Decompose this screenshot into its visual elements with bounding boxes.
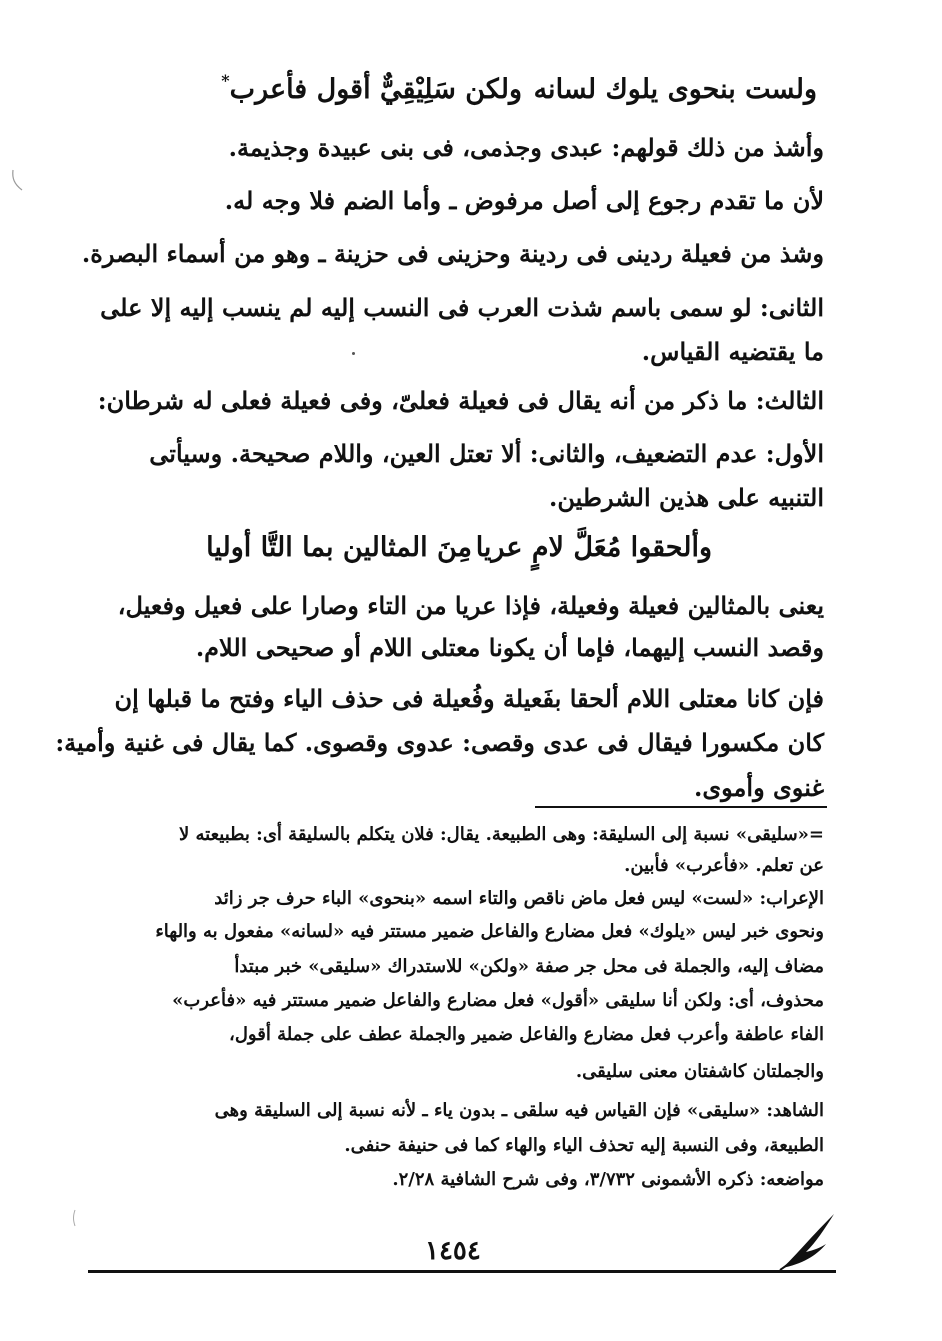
body-line: كان مكسورا فيقال فى عدى وقصى: عدوى وقصوى. كما يقال فى غنية وأمية:	[55, 728, 824, 757]
scan-mark-icon	[10, 168, 24, 192]
footnote-line: عن تعلم. «فأعرب» فأبين.	[624, 855, 824, 876]
verse-1-second-hemistich	[221, 71, 522, 105]
body-line: لأن ما تقدم رجوع إلى أصل مرفوض ـ وأما الضم فلا وجه له.	[224, 186, 824, 215]
footnote-line: الشاهد: «سليقى» فإن القياس فيه سلقى ـ بدون ياء ـ لأنه نسبة إلى السليقة وهى	[214, 1100, 824, 1121]
verse-1-first-hemistich: ولست بنحوى يلوك لسانه	[533, 74, 817, 105]
body-line: يعنى بالمثالين فعيلة وفعيلة، فإذا عريا من التاء وصارا على فعيل وفعيل،	[117, 591, 824, 620]
footnote-marker: *	[221, 71, 230, 90]
body-line: الأول: عدم التضعيف، والثانى: ألا تعتل العين، واللام صحيحة. وسيأتى	[149, 439, 824, 468]
footnote-line: محذوف، أى: ولكن أنا سليقى «أقول» فعل مضارع والفاعل ضمير مستتر فيه «فأعرب»	[172, 990, 824, 1011]
footnote-line: =«سليقى» نسبة إلى السليقة: وهى الطبيعة. يقال: فلان يتكلم بالسليقة أى: بطبيعته لا	[178, 824, 824, 845]
footnote-line: الفاء عاطفة وأعرب فعل مضارع والفاعل ضمير والجملة عطف على جملة أقول،	[229, 1024, 824, 1045]
body-line: وأشذ من ذلك قولهم: عبدى وجذمى، فى بنى عبيدة وجذيمة.	[228, 133, 824, 162]
body-line: الثانى: لو سمى باسم شذت العرب فى النسب إليه لم ينسب إليه إلا على	[100, 293, 824, 322]
footnote-line: الطبيعة، وفى النسبة إليه تحذف الياء والهاء كما فى حنيفة حنفى.	[344, 1135, 824, 1156]
scan-dot	[352, 352, 355, 355]
verse-1-second-hemistich-text: ولكن سَلِيْقِيٌّ أقول فأعرب	[229, 74, 522, 105]
body-line: ما يقتضيه القياس.	[641, 337, 824, 366]
quill-pen-icon	[776, 1208, 840, 1274]
verse-2-second-hemistich: مِنَ المثالين بما التَّا أوليا	[206, 532, 472, 563]
page-number: ١٤٥٤	[425, 1236, 481, 1266]
body-line: وشذ من فعيلة ردينى فى ردينة وحزينى فى حزينة ـ وهو من أسماء البصرة.	[81, 239, 824, 268]
body-line: الثالث: ما ذكر من أنه يقال فى فعيلة فعلىّ، وفى فعيلة فعلى له شرطان:	[97, 386, 824, 415]
scan-mark-icon	[70, 1208, 78, 1228]
bottom-rule	[88, 1270, 836, 1273]
footnote-line: الإعراب: «لست» ليس فعل ماض ناقص والتاء اسمه «بنحوى» الباء حرف جر زائد	[214, 888, 824, 909]
footnote-separator	[535, 806, 827, 808]
footnote-line: والجملتان كاشفتان معنى سليقى.	[575, 1061, 824, 1082]
body-line: فإن كانا معتلى اللام ألحقا بفَعيلة وفُعيلة فى حذف الياء وفتح ما قبلها إن	[114, 684, 824, 713]
body-line: التنبيه على هذين الشرطين.	[549, 483, 824, 512]
footnote-line: مواضعه: ذكره الأشمونى ٣/٧٣٢، وفى شرح الشافية ٢/٢٨.	[392, 1169, 824, 1190]
verse-2-first-hemistich: وألحقوا مُعَلَّ لامٍ عريا	[475, 532, 712, 563]
body-line: وقصد النسب إليهما، فإما أن يكونا معتلى اللام أو صحيحى اللام.	[195, 633, 824, 662]
footnote-line: ونحوى خبر ليس «يلوك» فعل مضارع والفاعل ضمير مستتر فيه «لسانه» مفعول به والهاء	[155, 921, 824, 942]
footnote-line: مضاف إليه، والجملة فى محل جر صفة «ولكن» للاستدراك «سليقى» خبر مبتدأ	[234, 956, 824, 977]
body-line: غنوى وأموى.	[694, 773, 824, 802]
